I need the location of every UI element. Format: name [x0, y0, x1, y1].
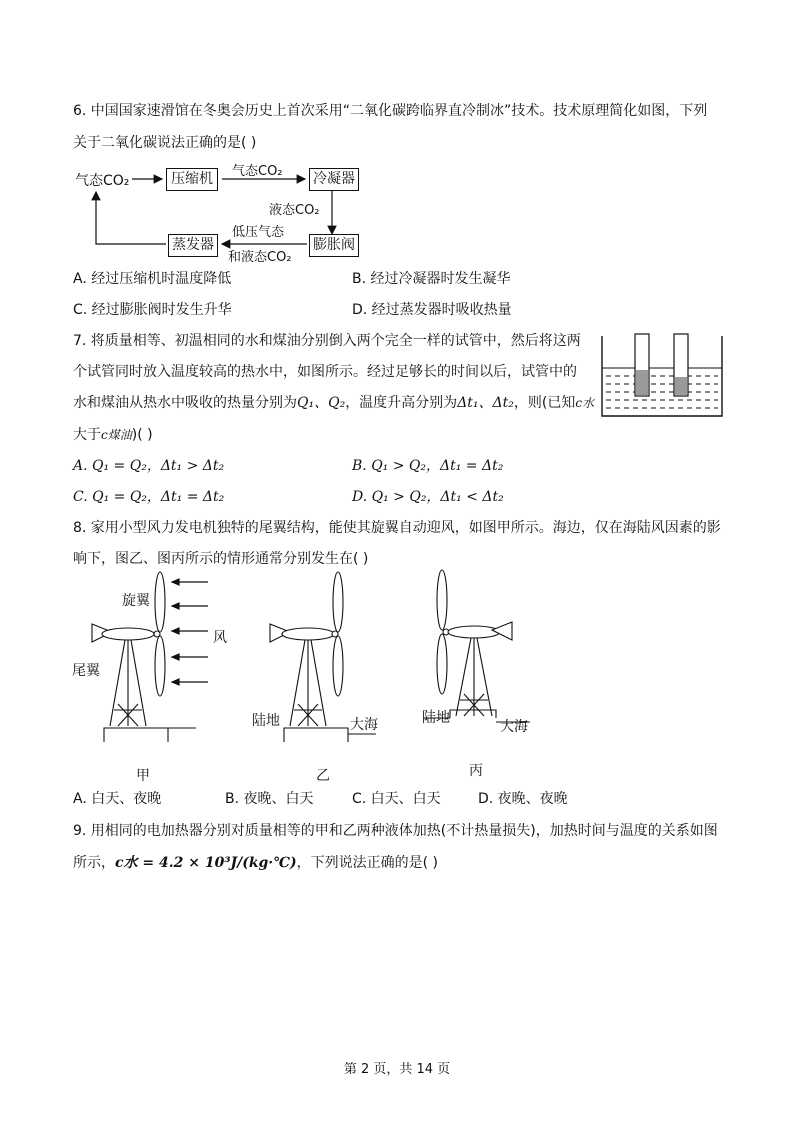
q7-line3-c-var: c水	[575, 396, 595, 410]
q7-beaker-figure	[600, 334, 730, 424]
q7-option-c	[73, 487, 224, 507]
q7-line4-a: 大于	[73, 427, 101, 443]
q8-stem-line2: 响下，图乙、图丙所示的情形通常分别发生在( )	[73, 551, 369, 567]
q7-line4-b: )( )	[131, 427, 153, 443]
q6-option-a: A. 经过压缩机时温度降低	[73, 271, 232, 287]
q6-box-expansion-valve: 膨胀阀	[309, 234, 359, 257]
q6-diagram-arrows	[0, 0, 794, 280]
page-footer: 第 2 页，共 14 页	[343, 1062, 451, 1077]
q6-label-and-liquid: 和液态CO₂	[228, 250, 292, 265]
q6-option-c: C. 经过膨胀阀时发生升华	[73, 302, 232, 318]
q9-line2-a: 所示，	[73, 855, 115, 871]
q8-label-tail: 尾翼	[72, 663, 100, 679]
q7-option-b-text: B. Q₁ > Q₂，Δt₁ = Δt₂	[352, 458, 504, 474]
q7-option-d	[352, 487, 504, 507]
q6-label-liquid-co2: 液态CO₂	[269, 203, 320, 218]
q8-label-sea-yi: 大海	[350, 717, 378, 733]
q9-formula: c水 = 4.2 × 10³J/(kg·℃)	[115, 855, 297, 871]
q7-line3-a: 水和煤油从热水中吸收的热量分别为	[73, 395, 297, 411]
q7-line3-vars: Q₁、Q₂	[297, 395, 346, 411]
q7-option-a-text: A. Q₁ = Q₂，Δt₁ > Δt₂	[73, 458, 225, 474]
q9-line2-b: ，下列说法正确的是( )	[296, 855, 438, 871]
q7-option-d-text: D. Q₁ > Q₂，Δt₁ < Δt₂	[352, 489, 504, 505]
q8-label-land-yi: 陆地	[252, 713, 280, 729]
q7-stem-line2: 个试管同时放入温度较高的热水中，如图所示。经过足够长的时间以后，试管中的	[73, 364, 577, 380]
q8-option-a: A. 白天、夜晚	[73, 791, 162, 807]
q9-stem-line1: 9. 用相同的电加热器分别对质量相等的甲和乙两种液体加热(不计热量损失)，加热时间与温度的关系如图	[73, 823, 718, 839]
turbine-jia	[92, 572, 208, 742]
q7-line4-var: c煤油	[101, 428, 132, 442]
q8-stem-line1: 8. 家用小型风力发电机独特的尾翼结构，能使其旋翼自动迎风，如图甲所示。海边，仅在海陆风因素的影	[73, 520, 721, 536]
q6-box-condenser: 冷凝器	[309, 168, 359, 191]
q6-box-evaporator: 蒸发器	[168, 234, 218, 257]
q8-caption-yi: 乙	[316, 768, 330, 784]
q6-label-gas-co2: 气态CO₂	[75, 173, 130, 189]
q7-stem-line4	[73, 425, 153, 445]
q6-label-gas-co2-2: 气态CO₂	[232, 164, 283, 179]
q8-option-c: C. 白天、白天	[352, 791, 441, 807]
q7-line3-vars2: Δt₁、Δt₂	[457, 395, 514, 411]
q6-option-b: B. 经过冷凝器时发生凝华	[352, 271, 511, 287]
q9-stem-line2	[73, 853, 438, 873]
q7-option-b	[352, 456, 503, 476]
turbine-bing	[424, 570, 530, 722]
q6-stem-line2: 关于二氧化碳说法正确的是( )	[73, 135, 257, 151]
q8-caption-bing: 丙	[469, 763, 483, 779]
q7-line3-b: ，温度升高分别为	[345, 395, 458, 411]
q6-stem-line1: 6. 中国国家速滑馆在冬奥会历史上首次采用“二氧化碳跨临界直冷制冰”技术。技术原理简化如图，下列	[73, 103, 708, 119]
q7-stem-line3	[73, 393, 594, 413]
q8-option-d: D. 夜晚、夜晚	[478, 791, 568, 807]
q8-label-wind: 风	[213, 630, 227, 646]
q7-option-a	[73, 456, 224, 476]
q7-stem-line1: 7. 将质量相等、初温相同的水和煤油分别倒入两个完全一样的试管中，然后将这两	[73, 333, 581, 349]
q6-label-low-pressure: 低压气态	[232, 225, 285, 240]
q8-caption-jia: 甲	[136, 768, 150, 784]
q8-option-b: B. 夜晚、白天	[225, 791, 314, 807]
q8-wind-turbines-figure	[0, 570, 794, 810]
q6-option-d: D. 经过蒸发器时吸收热量	[352, 302, 512, 318]
q8-label-sea-bing: 大海	[500, 719, 528, 735]
q8-label-rotor: 旋翼	[122, 593, 150, 609]
q6-box-compressor: 压缩机	[166, 168, 218, 191]
q7-option-c-text: C. Q₁ = Q₂，Δt₁ = Δt₂	[73, 489, 225, 505]
q8-label-land-bing: 陆地	[422, 710, 450, 726]
q7-line3-c: ，则(已知	[513, 395, 576, 411]
